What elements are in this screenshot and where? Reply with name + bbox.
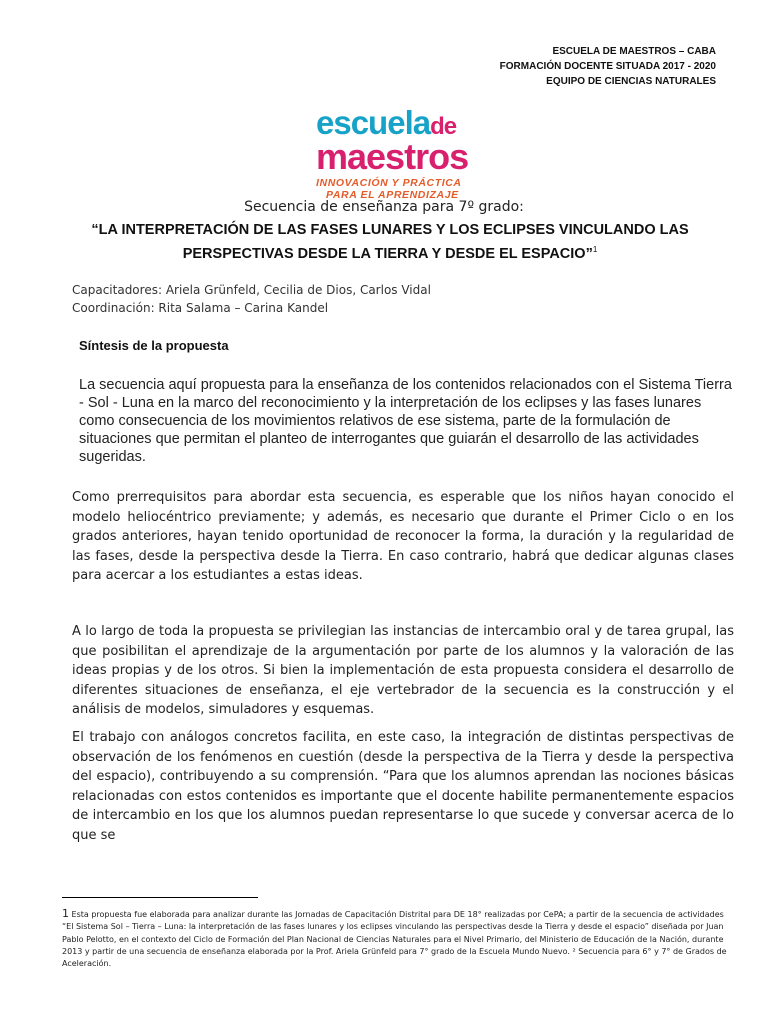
logo-word-de: de xyxy=(430,113,457,140)
logo-word-maestros: maestros xyxy=(316,136,469,177)
section-heading: Síntesis de la propuesta xyxy=(79,338,229,353)
intro-paragraph: La secuencia aquí propuesta para la enseñanza de los contenidos relacionados con el Sistema Tierra - Sol - Luna en la marco del reconocimiento y la interpretación de los eclipses y las fases lunares como consecuencia de los movimientos relativos de ese sistema, parte de la formulación de situaciones que permitan el planteo de interrogantes que guiarán el desarrollo de las actividades sugeridas. xyxy=(79,377,732,465)
credits xyxy=(72,281,431,317)
title-line-2-text: PERSPECTIVAS DESDE LA TIERRA Y DESDE EL ESPACIO” xyxy=(182,245,593,262)
title-line-2 xyxy=(90,240,690,264)
logo-tagline-1: INNOVACIÓN Y PRÁCTICA xyxy=(316,177,462,189)
header-line-1: ESCUELA DE MAESTROS – CABA xyxy=(552,46,716,57)
header-line-2: FORMACIÓN DOCENTE SITUADA 2017 - 2020 xyxy=(499,61,716,72)
header-line-3: EQUIPO DE CIENCIAS NATURALES xyxy=(546,76,716,87)
sequence-label: Secuencia de enseñanza para 7º grado: xyxy=(244,199,524,215)
document-header xyxy=(500,44,716,89)
footnote-text: Esta propuesta fue elaborada para analizar durante las Jornadas de Capacitación Distrital para DE 18° realizadas por CePA; a partir de la secuencia de actividades “El Sistema Sol – Tierra – Luna: la interpretación de las fases lunares y los eclipses vinculando las perspectivas desde la Tierra y desde el espacio” diseñada por Juan Pablo Pelotto, en el contexto del Ciclo de Formación del Plan Nacional de Ciencias Naturales para el Nivel Primario, del Ministerio de Educación de la Nación, durante 2013 y partir de una secuencia de enseñanza elaborada por la Prof. Ariela Grünfeld para 7° grado de la Escuela Mundo Nuevo. ² Secuencia para 6° y 7° de Grados de Aceleración. xyxy=(62,910,727,969)
logo-tagline xyxy=(316,177,496,201)
logo-tagline-2: PARA EL APRENDIZAJE xyxy=(326,189,459,201)
escuela-de-maestros-logo xyxy=(316,104,496,201)
footnote-number: 1 xyxy=(62,907,69,920)
capacitadores: Capacitadores: Ariela Grünfeld, Cecilia de Dios, Carlos Vidal xyxy=(72,283,431,297)
paragraph-analogos: El trabajo con análogos concretos facilita, en este caso, la integración de distintas perspectivas de observación de los fenómenos en cuestión (desde la perspectiva de la Tierra y desde la perspectiva del espacio), contribuyendo a su comprensión. “Para que los alumnos aprendan las nociones básicas relacionadas con estos contenidos es importante que el docente habilite permanentemente espacios de intercambio en los que los alumnos puedan representarse lo que sucede y conversar acerca de lo que se xyxy=(72,730,734,843)
footnote xyxy=(62,908,730,970)
paragraph-prerrequisitos: Como prerrequisitos para abordar esta secuencia, es esperable que los niños hayan conocido el modelo heliocéntrico previamente; y además, es necesario que durante el Primer Ciclo o en los grados anteriores, hayan tenido oportunidad de reconocer la forma, la duración y la regularidad de las fases, desde la perspectiva desde la Tierra. En caso contrario, habrá que dedicar algunas clases para acercar a los estudiantes a estas ideas. xyxy=(72,490,734,583)
footnote-separator xyxy=(62,897,258,898)
logo-word-escuela: escuela xyxy=(316,104,431,141)
document-title xyxy=(90,220,690,264)
paragraph-intercambio: A lo largo de toda la propuesta se privilegian las instancias de intercambio oral y de tarea grupal, las que posibilitan el aprendizaje de la argumentación por parte de los alumnos y la valoración de las ideas propias y de los otros. Si bien la implementación de esta propuesta considera el desarrollo de diferentes situaciones de enseñanza, el eje vertebrador de la secuencia es la construcción y el análisis de modelos, simuladores y esquemas. xyxy=(72,624,734,717)
title-footnote-mark: 1 xyxy=(592,245,598,254)
coordinacion: Coordinación: Rita Salama – Carina Kandel xyxy=(72,301,329,315)
title-line-1: “LA INTERPRETACIÓN DE LAS FASES LUNARES Y LOS ECLIPSES VINCULANDO LAS xyxy=(91,222,689,238)
